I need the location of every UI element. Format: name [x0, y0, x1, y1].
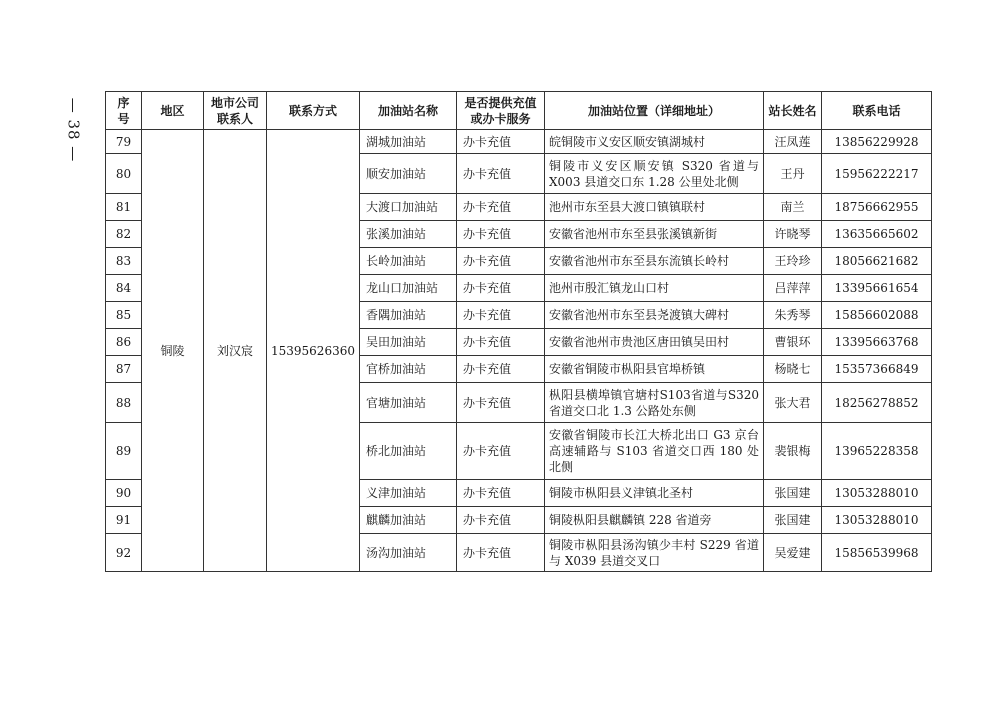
- cell-seq: 85: [106, 302, 142, 329]
- cell-seq: 79: [106, 130, 142, 154]
- cell-service: 办卡充值: [457, 534, 545, 572]
- cell-service: 办卡充值: [457, 383, 545, 423]
- cell-address: 安徽省池州市东至县张溪镇新街: [545, 221, 764, 248]
- cell-manager: 王玲珍: [764, 248, 822, 275]
- cell-station-name: 张溪加油站: [360, 221, 457, 248]
- cell-station-name: 麒麟加油站: [360, 507, 457, 534]
- cell-address: 安徽省铜陵市长江大桥北出口 G3 京台高速辅路与 S103 省道交口西 180 处北侧: [545, 423, 764, 480]
- cell-seq: 82: [106, 221, 142, 248]
- cell-seq: 91: [106, 507, 142, 534]
- cell-seq: 81: [106, 194, 142, 221]
- cell-station-name: 汤沟加油站: [360, 534, 457, 572]
- header-manager: 站长姓名: [764, 92, 822, 130]
- cell-service: 办卡充值: [457, 221, 545, 248]
- cell-station-name: 官桥加油站: [360, 356, 457, 383]
- cell-phone: 18056621682: [822, 248, 932, 275]
- header-contact-person: 地市公司联系人: [204, 92, 267, 130]
- cell-station-name: 吴田加油站: [360, 329, 457, 356]
- cell-station-name: 桥北加油站: [360, 423, 457, 480]
- cell-manager: 杨晓七: [764, 356, 822, 383]
- cell-service: 办卡充值: [457, 480, 545, 507]
- cell-service: 办卡充值: [457, 275, 545, 302]
- cell-service: 办卡充值: [457, 194, 545, 221]
- cell-seq: 80: [106, 154, 142, 194]
- cell-seq: 88: [106, 383, 142, 423]
- cell-contact-person: 刘汉宸: [204, 130, 267, 572]
- cell-manager: 曹银环: [764, 329, 822, 356]
- cell-phone: 13395663768: [822, 329, 932, 356]
- cell-seq: 84: [106, 275, 142, 302]
- cell-phone: 13395661654: [822, 275, 932, 302]
- cell-phone: 13856229928: [822, 130, 932, 154]
- cell-phone: 13965228358: [822, 423, 932, 480]
- cell-address: 铜陵市枞阳县义津镇北圣村: [545, 480, 764, 507]
- table-body: [106, 130, 932, 572]
- header-service: 是否提供充值或办卡服务: [457, 92, 545, 130]
- cell-service: 办卡充值: [457, 423, 545, 480]
- cell-phone: 15856602088: [822, 302, 932, 329]
- cell-seq: 87: [106, 356, 142, 383]
- cell-phone: 15357366849: [822, 356, 932, 383]
- cell-address: 铜陵市枞阳县汤沟镇少丰村 S229 省道与 X039 县道交叉口: [545, 534, 764, 572]
- header-region: 地区: [142, 92, 204, 130]
- cell-station-name: 义津加油站: [360, 480, 457, 507]
- cell-seq: 92: [106, 534, 142, 572]
- header-phone: 联系电话: [822, 92, 932, 130]
- cell-address: 安徽省池州市东至县东流镇长岭村: [545, 248, 764, 275]
- cell-manager: 裴银梅: [764, 423, 822, 480]
- cell-address: 皖铜陵市义安区顺安镇湖城村: [545, 130, 764, 154]
- table-header-row: [106, 92, 932, 130]
- cell-phone: 18256278852: [822, 383, 932, 423]
- gas-station-table: [105, 91, 932, 572]
- cell-station-name: 顺安加油站: [360, 154, 457, 194]
- cell-manager: 吴爱建: [764, 534, 822, 572]
- cell-manager: 王丹: [764, 154, 822, 194]
- cell-address: 铜陵市义安区顺安镇 S320 省道与X003 县道交口东 1.28 公里处北侧: [545, 154, 764, 194]
- cell-phone: 13053288010: [822, 480, 932, 507]
- header-seq-part: 序: [117, 95, 130, 110]
- cell-station-name: 长岭加油站: [360, 248, 457, 275]
- cell-address: 铜陵枞阳县麒麟镇 228 省道旁: [545, 507, 764, 534]
- table-row: [106, 130, 932, 154]
- cell-address: 池州市东至县大渡口镇镇联村: [545, 194, 764, 221]
- cell-address: 枞阳县横埠镇官塘村S103省道与S320省道交口北 1.3 公路处东侧: [545, 383, 764, 423]
- cell-region: 铜陵: [142, 130, 204, 572]
- cell-manager: 张国建: [764, 507, 822, 534]
- cell-manager: 南兰: [764, 194, 822, 221]
- page-number: [58, 90, 88, 170]
- cell-service: 办卡充值: [457, 302, 545, 329]
- header-station-name: 加油站名称: [360, 92, 457, 130]
- cell-contact-method: 15395626360: [267, 130, 360, 572]
- cell-manager: 张大君: [764, 383, 822, 423]
- header-seq: [106, 92, 142, 130]
- cell-manager: 朱秀琴: [764, 302, 822, 329]
- cell-station-name: 龙山口加油站: [360, 275, 457, 302]
- cell-manager: 吕萍萍: [764, 275, 822, 302]
- cell-phone: 13635665602: [822, 221, 932, 248]
- cell-manager: 汪凤莲: [764, 130, 822, 154]
- cell-service: 办卡充值: [457, 130, 545, 154]
- cell-phone: 15956222217: [822, 154, 932, 194]
- header-contact-method: 联系方式: [267, 92, 360, 130]
- cell-phone: 13053288010: [822, 507, 932, 534]
- cell-manager: 张国建: [764, 480, 822, 507]
- cell-seq: 86: [106, 329, 142, 356]
- header-seq-part: 号: [117, 111, 130, 126]
- cell-station-name: 官塘加油站: [360, 383, 457, 423]
- cell-phone: 15856539968: [822, 534, 932, 572]
- cell-service: 办卡充值: [457, 154, 545, 194]
- cell-phone: 18756662955: [822, 194, 932, 221]
- cell-manager: 许晓琴: [764, 221, 822, 248]
- cell-address: 安徽省池州市东至县尧渡镇大碑村: [545, 302, 764, 329]
- cell-service: 办卡充值: [457, 329, 545, 356]
- cell-address: 安徽省铜陵市枞阳县官埠桥镇: [545, 356, 764, 383]
- cell-seq: 90: [106, 480, 142, 507]
- cell-service: 办卡充值: [457, 356, 545, 383]
- cell-address: 池州市殷汇镇龙山口村: [545, 275, 764, 302]
- cell-station-name: 大渡口加油站: [360, 194, 457, 221]
- cell-station-name: 香隅加油站: [360, 302, 457, 329]
- cell-seq: 89: [106, 423, 142, 480]
- header-address: 加油站位置（详细地址）: [545, 92, 764, 130]
- cell-station-name: 湖城加油站: [360, 130, 457, 154]
- cell-seq: 83: [106, 248, 142, 275]
- cell-service: 办卡充值: [457, 248, 545, 275]
- cell-service: 办卡充值: [457, 507, 545, 534]
- page-number-text: — 38 —: [64, 97, 82, 163]
- cell-address: 安徽省池州市贵池区唐田镇吴田村: [545, 329, 764, 356]
